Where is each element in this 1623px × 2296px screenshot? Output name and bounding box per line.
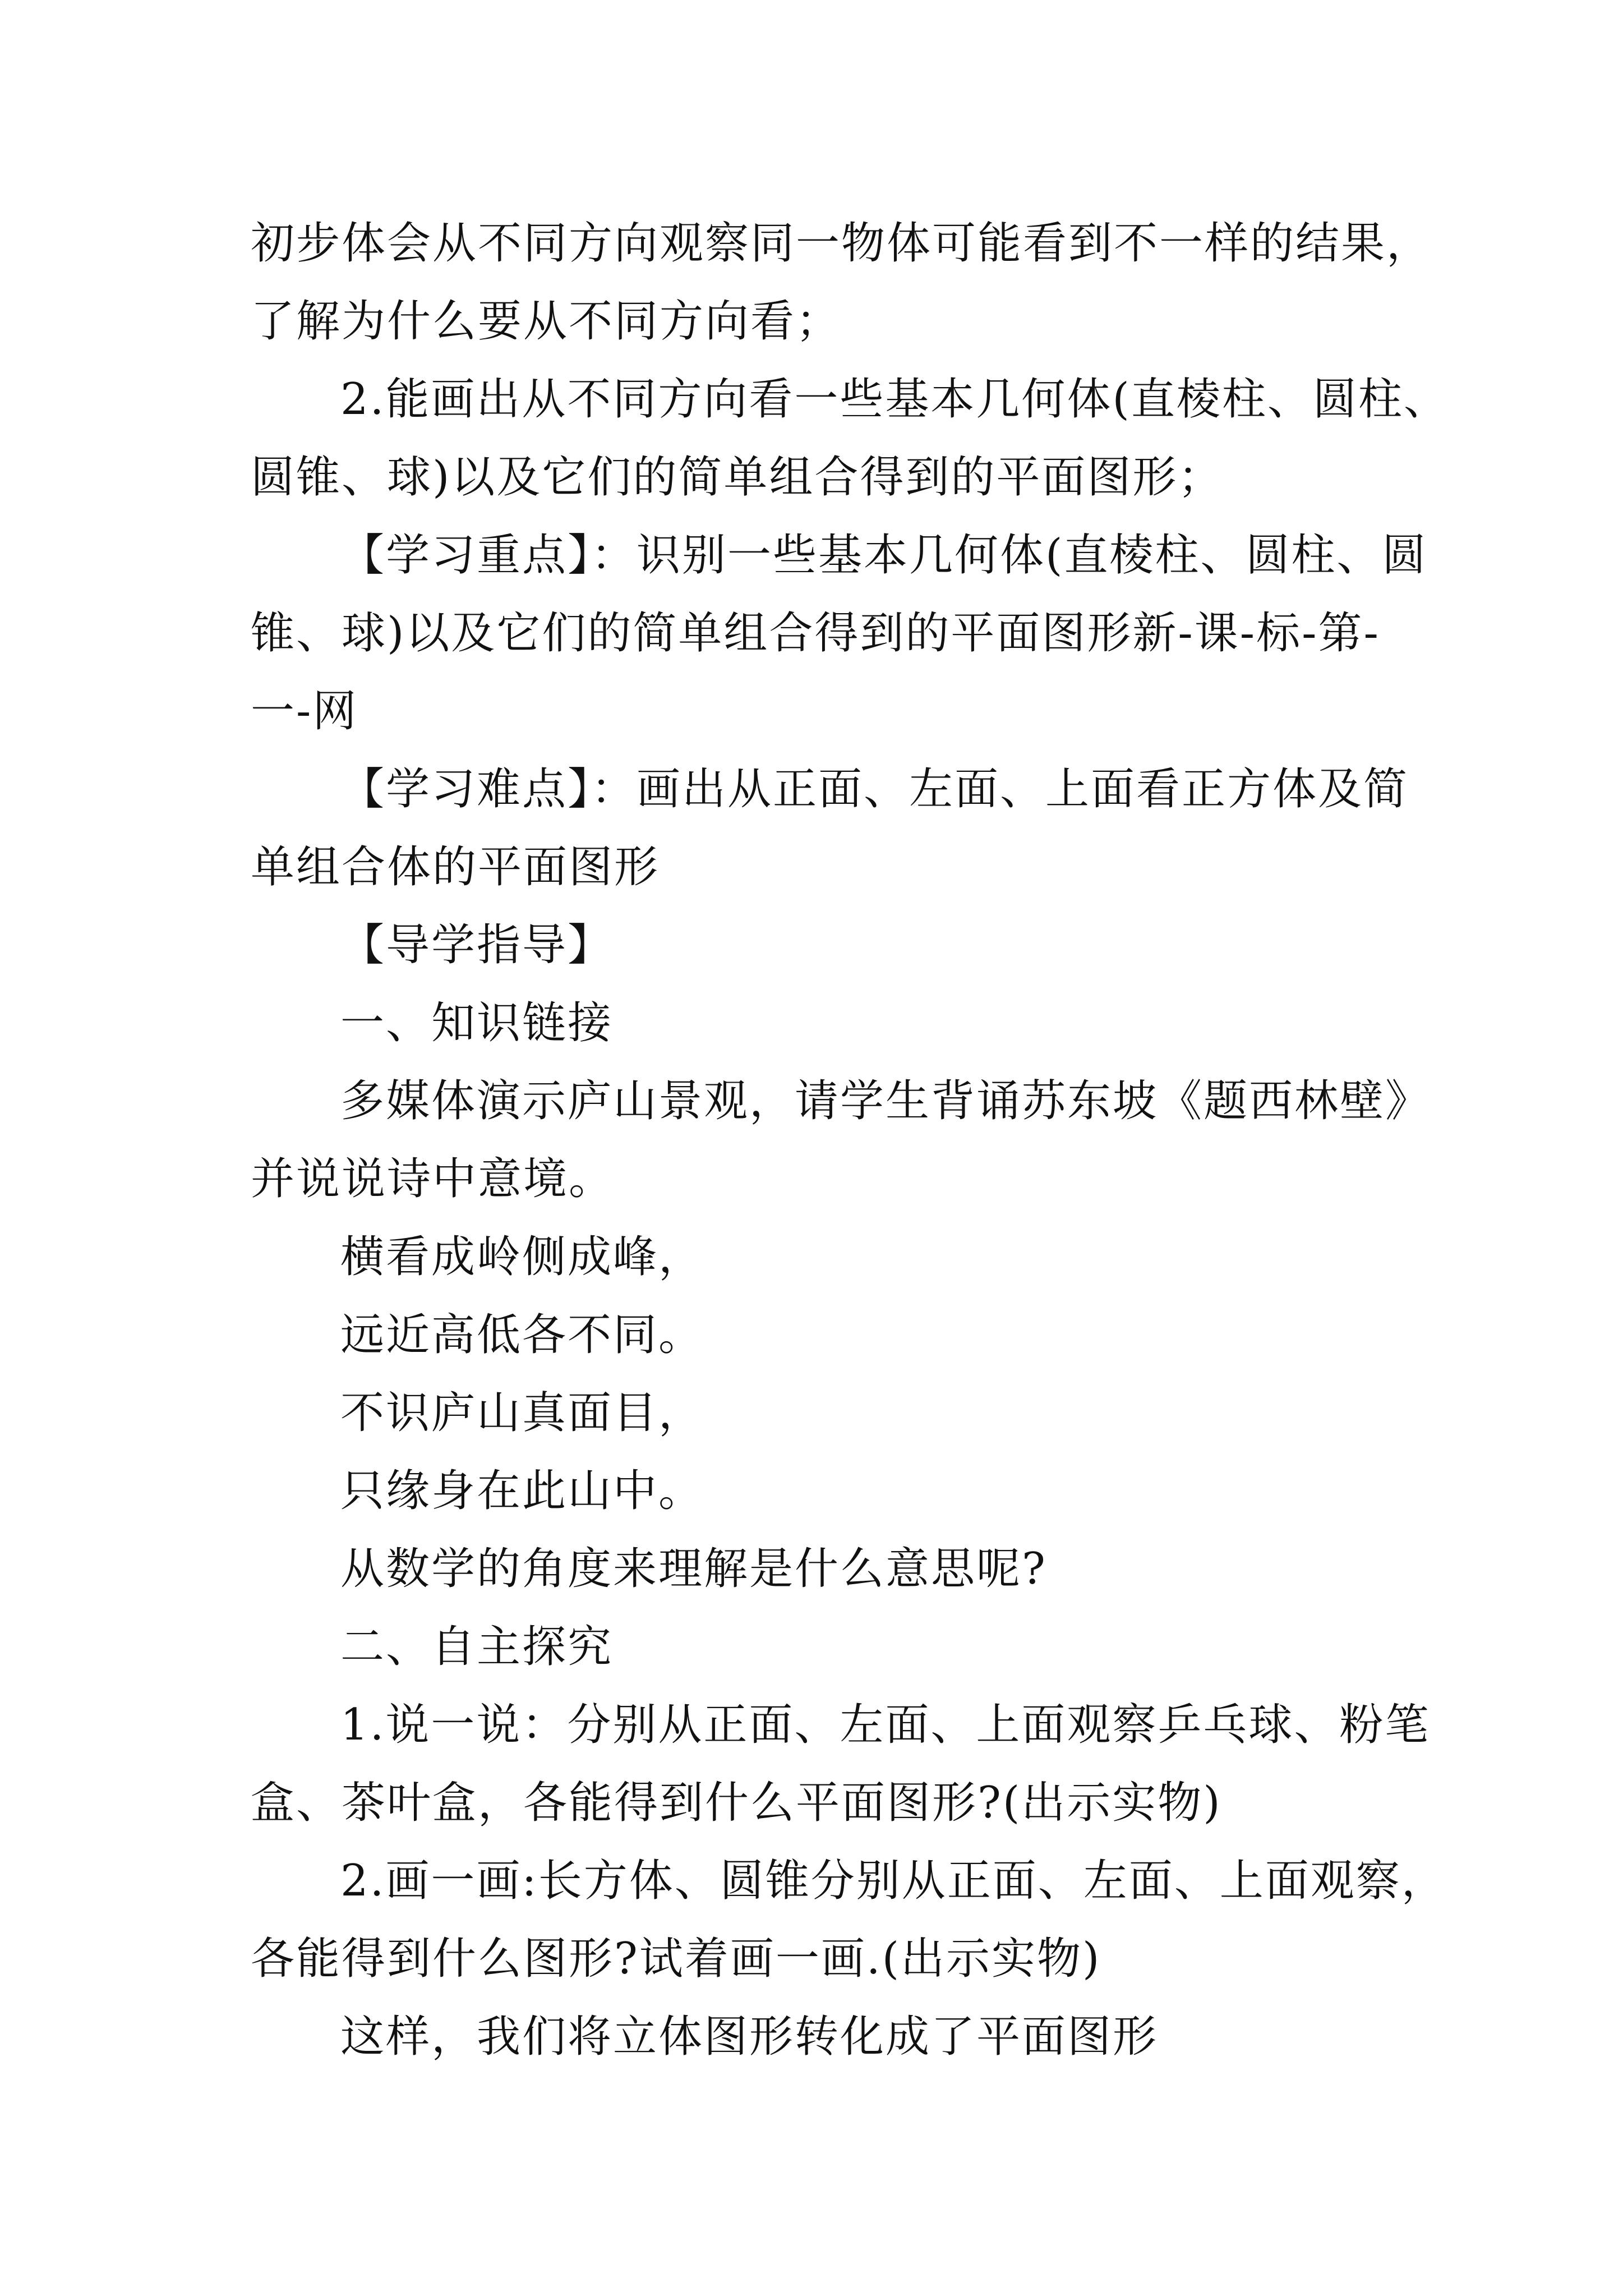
poem-line: 只缘身在此山中。 (340, 1466, 704, 1516)
poem-line: 不识庐山真面目， (340, 1388, 704, 1438)
text-line: 多媒体演示庐山景观，请学生背诵苏东坡《题西林壁》 (340, 1076, 1431, 1126)
text-line: 圆锥、球)以及它们的简单组合得到的平面图形； (251, 452, 1224, 503)
text-line: 一-网 (251, 686, 358, 737)
text-line: 这样，我们将立体图形转化成了平面图形 (340, 2012, 1159, 2062)
text-line: 【学习重点】：识别一些基本几何体(直棱柱、圆柱、圆 (340, 530, 1428, 581)
text-line: 了解为什么要从不同方向看； (251, 296, 842, 347)
text-line: 2.能画出从不同方向看一些基本几何体(直棱柱、圆柱、 (340, 374, 1449, 425)
text-line: 锥、球)以及它们的简单组合得到的平面图形新-课-标-第- (251, 608, 1380, 659)
text-line: 1.说一说：分别从正面、左面、上面观察乒乓球、粉笔 (340, 1700, 1431, 1750)
text-line: 盒、茶叶盒，各能得到什么平面图形?(出示实物) (251, 1778, 1222, 1828)
section-heading: 二、自主探究 (340, 1622, 614, 1672)
text-line: 各能得到什么图形?试着画一画.(出示实物) (251, 1934, 1101, 1984)
document-body (251, 205, 1449, 2076)
text-line: 2.画一画:长方体、圆锥分别从正面、左面、上面观察， (340, 1856, 1447, 1906)
section-heading: 【导学指导】 (340, 920, 614, 970)
poem-line: 远近高低各不同。 (340, 1310, 704, 1360)
text-line: 从数学的角度来理解是什么意思呢? (340, 1544, 1047, 1594)
poem-line: 横看成岭侧成峰， (340, 1232, 704, 1282)
text-line: 【学习难点】：画出从正面、左面、上面看正方体及简 (340, 764, 1409, 815)
section-heading: 一、知识链接 (340, 998, 614, 1048)
text-line: 并说说诗中意境。 (251, 1154, 615, 1204)
text-line: 单组合体的平面图形 (251, 842, 660, 892)
text-line: 初步体会从不同方向观察同一物体可能看到不一样的结果， (251, 218, 1432, 269)
